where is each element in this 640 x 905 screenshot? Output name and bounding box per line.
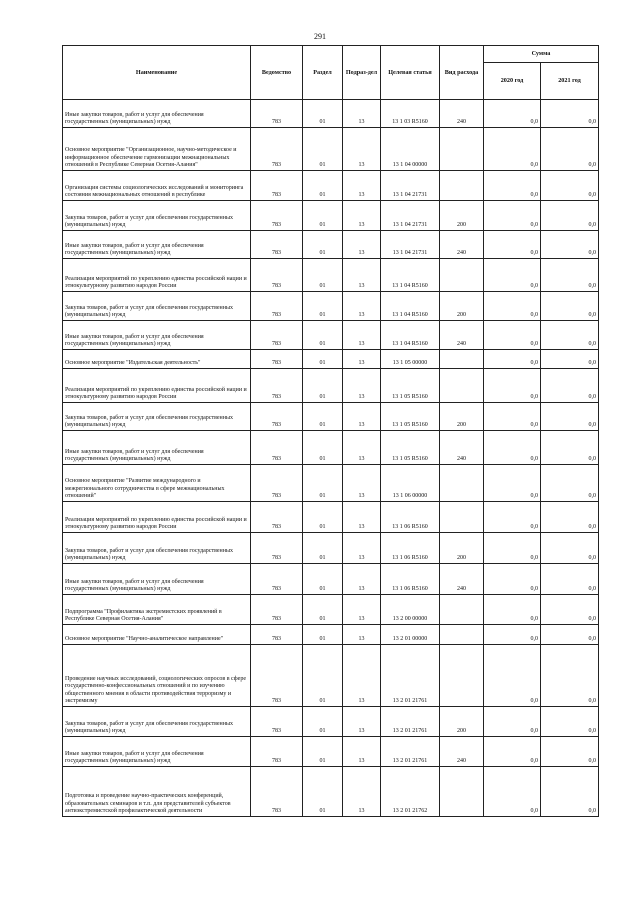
cell-podrazdel: 13 — [343, 403, 381, 431]
cell-2021: 0,0 — [541, 533, 599, 564]
cell-vid — [440, 259, 484, 292]
cell-vid: 200 — [440, 403, 484, 431]
cell-podrazdel: 13 — [343, 171, 381, 201]
cell-name: Основное мероприятие "Научно-аналитическое направление" — [63, 625, 251, 645]
cell-razdel: 01 — [303, 403, 343, 431]
cell-name: Основное мероприятие "Развитие международного и межрегионального сотрудничества в сфере межнациональных отношений" — [63, 465, 251, 502]
cell-razdel: 01 — [303, 502, 343, 533]
cell-target: 13 1 05 R5160 — [381, 403, 440, 431]
cell-2020: 0,0 — [484, 595, 541, 625]
cell-name: Иные закупки товаров, работ и услуг для обеспечения государственных (муниципальных) нужд — [63, 431, 251, 465]
cell-name: Закупка товаров, работ и услуг для обеспечения государственных (муниципальных) нужд — [63, 533, 251, 564]
cell-name: Закупка товаров, работ и услуг для обеспечения государственных (муниципальных) нужд — [63, 201, 251, 231]
cell-target: 13 1 04 00000 — [381, 128, 440, 171]
cell-2020: 0,0 — [484, 431, 541, 465]
cell-name: Иные закупки товаров, работ и услуг для обеспечения государственных (муниципальных) нужд — [63, 231, 251, 259]
cell-name: Закупка товаров, работ и услуг для обеспечения государственных (муниципальных) нужд — [63, 707, 251, 737]
cell-vid — [440, 502, 484, 533]
cell-razdel: 01 — [303, 292, 343, 321]
cell-target: 13 1 06 R5160 — [381, 533, 440, 564]
cell-vedomstvo: 783 — [251, 564, 303, 595]
cell-2020: 0,0 — [484, 465, 541, 502]
table-row — [63, 350, 599, 369]
table-row — [63, 533, 599, 564]
cell-2021: 0,0 — [541, 502, 599, 533]
cell-name: Организация системы социологических исследований и мониторинга состояния межнациональных отношений в республике — [63, 171, 251, 201]
cell-podrazdel: 13 — [343, 259, 381, 292]
cell-razdel: 01 — [303, 645, 343, 707]
cell-2020: 0,0 — [484, 533, 541, 564]
cell-podrazdel: 13 — [343, 707, 381, 737]
cell-vedomstvo: 783 — [251, 533, 303, 564]
cell-target: 13 1 05 00000 — [381, 350, 440, 369]
cell-razdel: 01 — [303, 369, 343, 403]
cell-vid — [440, 369, 484, 403]
cell-razdel: 01 — [303, 171, 343, 201]
cell-name: Основное мероприятие "Издательская деятельность" — [63, 350, 251, 369]
cell-name: Подпрограмма "Профилактика экстремистских проявлений в Республике Северная Осетия-Алания" — [63, 595, 251, 625]
cell-vid: 200 — [440, 707, 484, 737]
cell-name: Закупка товаров, работ и услуг для обеспечения государственных (муниципальных) нужд — [63, 403, 251, 431]
cell-2021: 0,0 — [541, 201, 599, 231]
cell-2021: 0,0 — [541, 100, 599, 128]
cell-target: 13 1 05 R5160 — [381, 431, 440, 465]
cell-razdel: 01 — [303, 100, 343, 128]
table-row — [63, 321, 599, 350]
cell-razdel: 01 — [303, 128, 343, 171]
cell-podrazdel: 13 — [343, 369, 381, 403]
cell-razdel: 01 — [303, 259, 343, 292]
cell-podrazdel: 13 — [343, 128, 381, 171]
cell-podrazdel: 13 — [343, 564, 381, 595]
cell-2020: 0,0 — [484, 231, 541, 259]
cell-2020: 0,0 — [484, 100, 541, 128]
cell-target: 13 2 01 00000 — [381, 625, 440, 645]
cell-name: Закупка товаров, работ и услуг для обеспечения государственных (муниципальных) нужд — [63, 292, 251, 321]
cell-target: 13 2 01 21761 — [381, 707, 440, 737]
cell-2021: 0,0 — [541, 403, 599, 431]
cell-vid — [440, 595, 484, 625]
header-2020: 2020 год — [484, 63, 541, 100]
cell-vedomstvo: 783 — [251, 595, 303, 625]
cell-vedomstvo: 783 — [251, 100, 303, 128]
table-row — [63, 707, 599, 737]
cell-2020: 0,0 — [484, 128, 541, 171]
table-row — [63, 564, 599, 595]
cell-podrazdel: 13 — [343, 292, 381, 321]
cell-target: 13 1 04 R5160 — [381, 321, 440, 350]
cell-vid: 200 — [440, 533, 484, 564]
cell-vid: 200 — [440, 292, 484, 321]
header-vid: Вид расхода — [440, 46, 484, 100]
cell-vedomstvo: 783 — [251, 369, 303, 403]
cell-vid — [440, 465, 484, 502]
cell-vid: 240 — [440, 321, 484, 350]
cell-razdel: 01 — [303, 231, 343, 259]
table-row — [63, 369, 599, 403]
cell-vid: 200 — [440, 201, 484, 231]
cell-podrazdel: 13 — [343, 201, 381, 231]
cell-vid — [440, 128, 484, 171]
cell-vid — [440, 171, 484, 201]
cell-razdel: 01 — [303, 465, 343, 502]
cell-vedomstvo: 783 — [251, 321, 303, 350]
cell-podrazdel: 13 — [343, 737, 381, 767]
cell-podrazdel: 13 — [343, 502, 381, 533]
cell-2020: 0,0 — [484, 564, 541, 595]
page-number: 291 — [314, 32, 326, 41]
cell-name: Иные закупки товаров, работ и услуг для обеспечения государственных (муниципальных) нужд — [63, 321, 251, 350]
cell-razdel: 01 — [303, 767, 343, 817]
header-name: Наименование — [63, 46, 251, 100]
table-row — [63, 171, 599, 201]
cell-2021: 0,0 — [541, 128, 599, 171]
cell-target: 13 1 04 21731 — [381, 171, 440, 201]
cell-podrazdel: 13 — [343, 645, 381, 707]
cell-vedomstvo: 783 — [251, 231, 303, 259]
cell-vedomstvo: 783 — [251, 707, 303, 737]
cell-vedomstvo: 783 — [251, 431, 303, 465]
cell-vedomstvo: 783 — [251, 292, 303, 321]
table-row — [63, 201, 599, 231]
cell-vedomstvo: 783 — [251, 201, 303, 231]
cell-podrazdel: 13 — [343, 100, 381, 128]
cell-2021: 0,0 — [541, 431, 599, 465]
cell-vid: 240 — [440, 231, 484, 259]
cell-2020: 0,0 — [484, 292, 541, 321]
cell-razdel: 01 — [303, 707, 343, 737]
table-row — [63, 292, 599, 321]
cell-target: 13 1 04 R5160 — [381, 292, 440, 321]
cell-vedomstvo: 783 — [251, 403, 303, 431]
cell-2020: 0,0 — [484, 645, 541, 707]
table-row — [63, 737, 599, 767]
cell-vid: 240 — [440, 564, 484, 595]
cell-2021: 0,0 — [541, 645, 599, 707]
cell-2021: 0,0 — [541, 707, 599, 737]
cell-2021: 0,0 — [541, 231, 599, 259]
cell-2020: 0,0 — [484, 350, 541, 369]
cell-2020: 0,0 — [484, 259, 541, 292]
cell-name: Иные закупки товаров, работ и услуг для обеспечения государственных (муниципальных) нужд — [63, 100, 251, 128]
cell-razdel: 01 — [303, 533, 343, 564]
cell-vid — [440, 645, 484, 707]
budget-table — [62, 45, 599, 817]
cell-2021: 0,0 — [541, 595, 599, 625]
header-target: Целевая статья — [381, 46, 440, 100]
cell-podrazdel: 13 — [343, 465, 381, 502]
header-row — [63, 46, 599, 63]
cell-target: 13 1 04 21731 — [381, 201, 440, 231]
cell-vedomstvo: 783 — [251, 502, 303, 533]
cell-target: 13 1 06 00000 — [381, 465, 440, 502]
cell-vid: 240 — [440, 431, 484, 465]
cell-vid — [440, 625, 484, 645]
cell-podrazdel: 13 — [343, 767, 381, 817]
table-row — [63, 645, 599, 707]
cell-vid: 240 — [440, 100, 484, 128]
header-razdel: Раздел — [303, 46, 343, 100]
cell-2020: 0,0 — [484, 321, 541, 350]
cell-podrazdel: 13 — [343, 595, 381, 625]
header-podrazdel: Подраз-дел — [343, 46, 381, 100]
cell-2021: 0,0 — [541, 625, 599, 645]
table-row — [63, 502, 599, 533]
cell-name: Реализация мероприятий по укреплению единства российской нации и этнокультурному развитию народов России — [63, 259, 251, 292]
cell-target: 13 1 03 R5160 — [381, 100, 440, 128]
cell-2021: 0,0 — [541, 350, 599, 369]
cell-vedomstvo: 783 — [251, 171, 303, 201]
table-row — [63, 431, 599, 465]
cell-podrazdel: 13 — [343, 533, 381, 564]
cell-target: 13 2 01 21761 — [381, 737, 440, 767]
cell-razdel: 01 — [303, 350, 343, 369]
cell-podrazdel: 13 — [343, 431, 381, 465]
cell-name: Иные закупки товаров, работ и услуг для обеспечения государственных (муниципальных) нужд — [63, 737, 251, 767]
header-summa: Сумма — [484, 46, 599, 63]
header-vedomstvo: Ведомство — [251, 46, 303, 100]
cell-podrazdel: 13 — [343, 625, 381, 645]
cell-razdel: 01 — [303, 595, 343, 625]
cell-vedomstvo: 783 — [251, 767, 303, 817]
cell-2021: 0,0 — [541, 171, 599, 201]
cell-podrazdel: 13 — [343, 321, 381, 350]
cell-name: Реализация мероприятий по укреплению единства российской нации и этнокультурному развитию народов России — [63, 502, 251, 533]
cell-podrazdel: 13 — [343, 350, 381, 369]
cell-name: Иные закупки товаров, работ и услуг для обеспечения государственных (муниципальных) нужд — [63, 564, 251, 595]
cell-vid — [440, 767, 484, 817]
cell-2021: 0,0 — [541, 321, 599, 350]
table-row — [63, 403, 599, 431]
cell-name: Основное мероприятие "Организационное, научно-методическое и информационное обеспечение гармонизации межнациональных отношений в Республике Северная Осетия-Алания" — [63, 128, 251, 171]
table-row — [63, 465, 599, 502]
cell-2021: 0,0 — [541, 292, 599, 321]
cell-target: 13 1 05 R5160 — [381, 369, 440, 403]
cell-name: Подготовка и проведение научно-практических конференций, образовательных семинаров и т.п. для представителей субъектов антиэкстремистской профилактической деятельности — [63, 767, 251, 817]
cell-target: 13 1 06 R5160 — [381, 502, 440, 533]
cell-vedomstvo: 783 — [251, 259, 303, 292]
cell-vedomstvo: 783 — [251, 465, 303, 502]
cell-2021: 0,0 — [541, 767, 599, 817]
cell-2021: 0,0 — [541, 737, 599, 767]
cell-vedomstvo: 783 — [251, 128, 303, 171]
cell-2020: 0,0 — [484, 707, 541, 737]
cell-name: Проведение научных исследований, социологических опросов в сфере государственно-конфессиональных отношений и по изучению общественного мнения в области противодействия терроризму и экстремизму — [63, 645, 251, 707]
cell-2021: 0,0 — [541, 369, 599, 403]
cell-razdel: 01 — [303, 321, 343, 350]
table-row — [63, 767, 599, 817]
cell-2020: 0,0 — [484, 403, 541, 431]
cell-name: Реализация мероприятий по укреплению единства российской нации и этнокультурному развитию народов России — [63, 369, 251, 403]
cell-vedomstvo: 783 — [251, 625, 303, 645]
cell-target: 13 2 01 21761 — [381, 645, 440, 707]
cell-2020: 0,0 — [484, 171, 541, 201]
table-row — [63, 259, 599, 292]
cell-vedomstvo: 783 — [251, 350, 303, 369]
table-body — [63, 100, 599, 817]
cell-razdel: 01 — [303, 564, 343, 595]
cell-razdel: 01 — [303, 625, 343, 645]
cell-2021: 0,0 — [541, 259, 599, 292]
cell-vedomstvo: 783 — [251, 737, 303, 767]
cell-2020: 0,0 — [484, 737, 541, 767]
header-2021: 2021 год — [541, 63, 599, 100]
cell-target: 13 2 01 21762 — [381, 767, 440, 817]
cell-2021: 0,0 — [541, 564, 599, 595]
cell-2020: 0,0 — [484, 369, 541, 403]
cell-2020: 0,0 — [484, 625, 541, 645]
cell-vid: 240 — [440, 737, 484, 767]
cell-2021: 0,0 — [541, 465, 599, 502]
table-row — [63, 625, 599, 645]
table-row — [63, 128, 599, 171]
cell-razdel: 01 — [303, 201, 343, 231]
cell-razdel: 01 — [303, 737, 343, 767]
table-row — [63, 595, 599, 625]
cell-razdel: 01 — [303, 431, 343, 465]
cell-target: 13 1 06 R5160 — [381, 564, 440, 595]
cell-2020: 0,0 — [484, 502, 541, 533]
cell-podrazdel: 13 — [343, 231, 381, 259]
table-row — [63, 231, 599, 259]
cell-vedomstvo: 783 — [251, 645, 303, 707]
cell-target: 13 1 04 R5160 — [381, 259, 440, 292]
cell-2020: 0,0 — [484, 767, 541, 817]
cell-vid — [440, 350, 484, 369]
cell-target: 13 1 04 21731 — [381, 231, 440, 259]
cell-target: 13 2 00 00000 — [381, 595, 440, 625]
table-row — [63, 100, 599, 128]
cell-2020: 0,0 — [484, 201, 541, 231]
